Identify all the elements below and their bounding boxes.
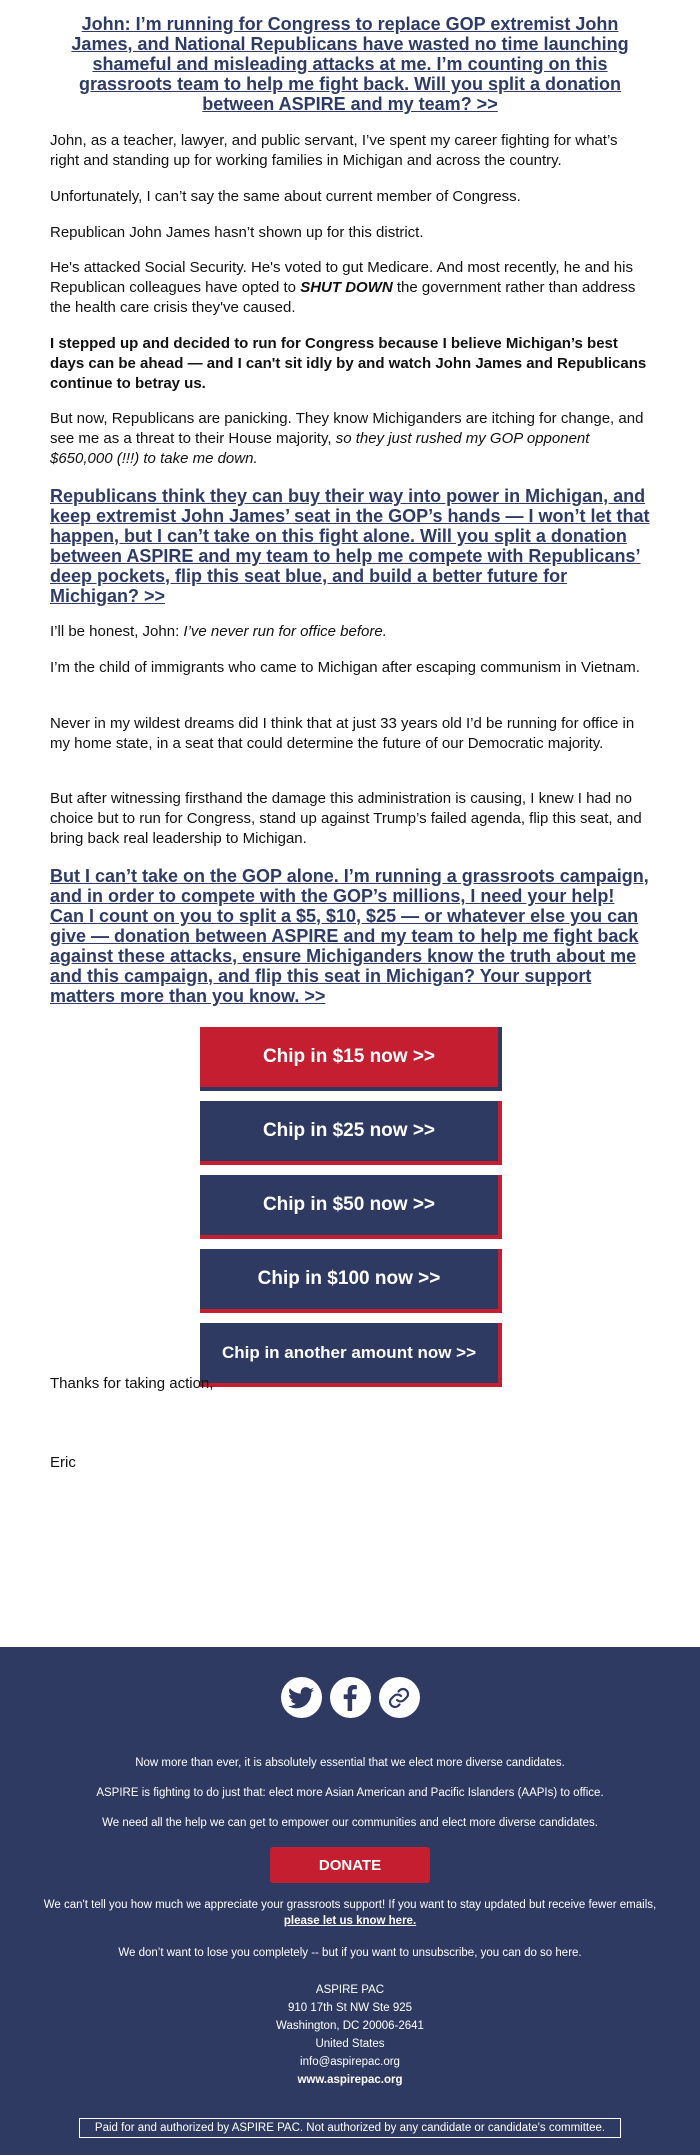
closing-thanks: Thanks for taking action, [50,1375,214,1392]
footer-email-link[interactable]: info@aspirepac.org [300,2056,400,2068]
chip-in-other-button[interactable]: Chip in another amount now >> [200,1323,502,1387]
signature: Eric [50,1454,76,1471]
footer-country: United States [315,2038,385,2050]
link-icon[interactable] [379,1677,420,1718]
twitter-icon[interactable] [281,1677,322,1718]
chip-in-15-button[interactable]: Chip in $15 now >> [200,1027,502,1091]
email-body [50,0,650,1471]
chip-in-50-button[interactable]: Chip in $50 now >> [200,1175,502,1239]
fewer-emails-link[interactable]: please let us know here. [283,1915,417,1927]
paragraph-stepped-up: I stepped up and decided to run for Congress because I believe Michigan’s best days can be ahead — and I can't sit idly by and watch John James and Republicans continue to betray us. [50,335,647,392]
footer-fewer-emails-link [0,1913,700,1929]
headline-link[interactable]: John: I’m running for Congress to replace GOP extremist John James, and National Republicans have wasted no time launching shameful and misleading attacks at me. I’m counting on this grassroots team to help me fight back. Will you split a donation between ASPIRE and my team? >> [71,14,629,114]
donate-button[interactable]: DONATE [270,1847,430,1883]
footer [0,1647,700,2155]
paragraph-witnessing: But after witnessing firsthand the damage this administration is causing, I knew I had no choice but to run for Congress, stand up against Trump’s failed agenda, flip this seat, and bring back real leadership to Michigan. [50,790,642,847]
paragraph-congress: Unfortunately, I can’t say the same about current member of Congress. [50,188,521,205]
paragraph-attacks: He's attacked Social Security. He's voted to gut Medicare. And most recently, he and his Republican colleagues have opted to SHUT DOWN the government rather than address the health care crisis they've caused. [50,259,636,316]
footer-line-diverse: Now more than ever, it is absolutely essential that we elect more diverse candidates. [135,1757,565,1769]
chip-in-25-button[interactable]: Chip in $25 now >> [200,1101,502,1165]
chip-in-100-button[interactable]: Chip in $100 now >> [200,1249,502,1313]
paragraph-immigrants: I’m the child of immigrants who came to Michigan after escaping communism in Vietnam. [50,659,640,676]
paragraph-intro: John, as a teacher, lawyer, and public servant, I’ve spent my career fighting for what’s right and standing up for working families in Michigan and across the country. [50,132,618,169]
donation-ask-link-2[interactable]: But I can’t take on the GOP alone. I’m running a grassroots campaign, and in order to compete with the GOP’s millions, I need your help! Can I count on you to split a $5, $10, $25 — or whatever else you can give — donation between ASPIRE and my team to help me fight back against these attacks, ensure Michiganders know the truth about me and this campaign, and flip this seat in Michigan? Your support matters more than you know. >> [50,866,649,1006]
footer-address-2: Washington, DC 20006-2641 [276,2020,424,2032]
paragraph-honest: I’ll be honest, John: I’ve never run for office before. [50,623,387,640]
donation-ask-link-1[interactable]: Republicans think they can buy their way into power in Michigan, and keep extremist John James’ seat in the GOP’s hands — I won’t let that happen, but I can’t take on this fight alone. Will you split a donation between ASPIRE and my team to help me compete with Republicans’ deep pockets, flip this seat blue, and build a better future for Michigan? >> [50,486,650,606]
footer-website-link[interactable]: www.aspirepac.org [297,2074,403,2086]
footer-line-help: We need all the help we can get to empower our communities and elect more diverse candidates. [102,1817,598,1829]
paid-for-disclaimer: Paid for and authorized by ASPIRE PAC. Not authorized by any candidate or candidate's committee. [79,2118,621,2138]
paragraph-james: Republican John James hasn’t shown up for this district. [50,224,424,241]
footer-unsubscribe-line[interactable]: We don’t want to lose you completely -- but if you want to unsubscribe, you can do so here. [118,1947,582,1959]
footer-address-1: 910 17th St NW Ste 925 [287,2002,413,2014]
facebook-icon[interactable] [330,1677,371,1718]
paragraph-panic: But now, Republicans are panicking. They know Michiganders are itching for change, and see me as a threat to their House majority, so they just rushed my GOP opponent $650,000 (!!!) to take me down. [50,410,644,467]
social-links [0,1677,700,1718]
footer-line-aspire: ASPIRE is fighting to do just that: elect more Asian American and Pacific Islanders (AAPIs) to office. [96,1787,604,1799]
footer-org-name: ASPIRE PAC [315,1984,385,1996]
footer-line-appreciate: We can't tell you how much we appreciate your grassroots support! If you want to stay updated but receive fewer emails, [43,1899,657,1911]
paragraph-dreams: Never in my wildest dreams did I think that at just 33 years old I’d be running for office in my home state, in a seat that could determine the future of our Democratic majority. [50,715,635,752]
